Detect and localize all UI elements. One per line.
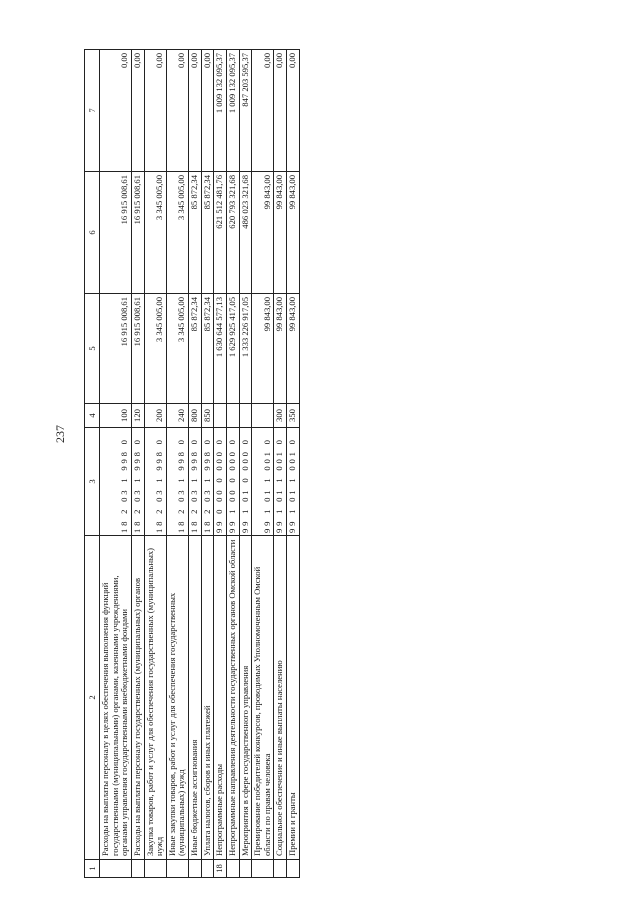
- row-amount-col6: 99 843,00: [252, 172, 274, 294]
- table-row: [144, 50, 166, 878]
- row-expense-type: 850: [201, 404, 214, 428]
- row-expense-type: [252, 404, 274, 428]
- row-amount-col6: 486 023 321,68: [239, 172, 252, 294]
- row-name: Иные закупки товаров, работ и услуг для обеспечения государственных (муниципальных) нужд: [166, 536, 188, 860]
- table-row: [201, 50, 214, 878]
- row-amount-col7: 0,00: [201, 50, 214, 172]
- row-amount-col7: 847 203 595,37: [239, 50, 252, 172]
- row-number: [201, 860, 214, 878]
- row-number: [189, 860, 202, 878]
- row-name: Расходы на выплаты персоналу в целях обеспечения выполнения функций государственными (муниципальными) органами, казенными учреждениями, органами управления государственными внебюджетными фондами: [100, 536, 132, 860]
- row-expense-type: [214, 404, 227, 428]
- row-amount-col7: 0,00: [100, 50, 132, 172]
- row-amount-total: 1 630 644 577,13: [214, 294, 227, 404]
- row-name: Непрограммные направления деятельности государственных органов Омской области: [226, 536, 239, 860]
- row-amount-col6: 3 345 005,00: [166, 172, 188, 294]
- row-expense-type: 100: [100, 404, 132, 428]
- row-classification-code: 99 1 00 0 000 0: [226, 428, 239, 536]
- table-row: [287, 50, 300, 878]
- col-header-3: 3: [85, 428, 100, 536]
- row-expense-type: 350: [287, 404, 300, 428]
- row-classification-code: 99 1 01 1 001 0: [252, 428, 274, 536]
- row-classification-code: 18 2 03 1 998 0: [131, 428, 144, 536]
- row-name: Уплата налогов, сборов и иных платежей: [201, 536, 214, 860]
- row-number: [100, 860, 132, 878]
- row-expense-type: 200: [144, 404, 166, 428]
- row-name: Непрограммные расходы: [214, 536, 227, 860]
- table-row: [189, 50, 202, 878]
- row-number: [131, 860, 144, 878]
- header-row: [85, 50, 100, 878]
- row-amount-col6: 16 915 008,61: [100, 172, 132, 294]
- row-amount-col7: 0,00: [166, 50, 188, 172]
- row-classification-code: 99 1 01 1 001 0: [287, 428, 300, 536]
- row-name: Мероприятия в сфере государственного управления: [239, 536, 252, 860]
- table-row: [100, 50, 132, 878]
- row-classification-code: 99 1 01 0 000 0: [239, 428, 252, 536]
- row-amount-col6: 3 345 005,00: [144, 172, 166, 294]
- row-amount-col7: 0,00: [252, 50, 274, 172]
- table-row: [166, 50, 188, 878]
- row-amount-col6: 99 843,00: [274, 172, 287, 294]
- row-amount-col6: 620 793 321,68: [226, 172, 239, 294]
- row-name: Премии и гранты: [287, 536, 300, 860]
- budget-table: [84, 49, 300, 878]
- row-classification-code: 18 2 03 1 998 0: [166, 428, 188, 536]
- row-amount-total: 16 915 008,61: [131, 294, 144, 404]
- rotated-table-container: [84, 50, 441, 878]
- row-number: [144, 860, 166, 878]
- table-row: [239, 50, 252, 878]
- row-classification-code: 18 2 03 1 998 0: [189, 428, 202, 536]
- row-number: [274, 860, 287, 878]
- row-amount-col7: 1 009 132 095,37: [214, 50, 227, 172]
- row-expense-type: 240: [166, 404, 188, 428]
- table-row: [214, 50, 227, 878]
- row-classification-code: 18 2 03 1 998 0: [201, 428, 214, 536]
- col-header-1: 1: [85, 860, 100, 878]
- col-header-7: 7: [85, 50, 100, 172]
- col-header-2: 2: [85, 536, 100, 860]
- row-classification-code: 99 0 00 0 000 0: [214, 428, 227, 536]
- row-amount-col7: 0,00: [274, 50, 287, 172]
- row-number: [166, 860, 188, 878]
- col-header-6: 6: [85, 172, 100, 294]
- row-number: [287, 860, 300, 878]
- row-name: Расходы на выплаты персоналу государственных (муниципальных) органов: [131, 536, 144, 860]
- row-amount-total: 85 872,34: [201, 294, 214, 404]
- row-expense-type: [226, 404, 239, 428]
- row-amount-total: 99 843,00: [274, 294, 287, 404]
- row-amount-total: 3 345 005,00: [144, 294, 166, 404]
- page-number: 237: [53, 425, 67, 443]
- row-amount-col6: 99 843,00: [287, 172, 300, 294]
- table-row: [274, 50, 287, 878]
- row-expense-type: 800: [189, 404, 202, 428]
- row-name: Закупка товаров, работ и услуг для обеспечения государственных (муниципальных) нужд: [144, 536, 166, 860]
- row-expense-type: 120: [131, 404, 144, 428]
- row-name: Иные бюджетные ассигнования: [189, 536, 202, 860]
- row-amount-total: 1 629 925 417,05: [226, 294, 239, 404]
- table-row: [226, 50, 239, 878]
- row-amount-total: 1 333 226 917,05: [239, 294, 252, 404]
- row-amount-col7: 0,00: [131, 50, 144, 172]
- row-name: Премирование победителей конкурсов, проводимых Уполномоченным Омской области по правам человека: [252, 536, 274, 860]
- row-number: [226, 860, 239, 878]
- row-amount-col6: 621 512 481,76: [214, 172, 227, 294]
- row-expense-type: 300: [274, 404, 287, 428]
- row-amount-total: 85 872,34: [189, 294, 202, 404]
- row-classification-code: 18 2 03 1 998 0: [100, 428, 132, 536]
- row-number: [239, 860, 252, 878]
- table-row: [252, 50, 274, 878]
- row-amount-col6: 16 915 008,61: [131, 172, 144, 294]
- row-amount-total: 99 843,00: [287, 294, 300, 404]
- row-amount-total: 3 345 005,00: [166, 294, 188, 404]
- row-number: [252, 860, 274, 878]
- row-expense-type: [239, 404, 252, 428]
- row-amount-col7: 0,00: [144, 50, 166, 172]
- row-amount-col6: 85 872,34: [189, 172, 202, 294]
- table-row: [131, 50, 144, 878]
- row-number: 18: [214, 860, 227, 878]
- row-amount-col7: 0,00: [287, 50, 300, 172]
- row-classification-code: 18 2 03 1 998 0: [144, 428, 166, 536]
- row-amount-total: 99 843,00: [252, 294, 274, 404]
- row-amount-col6: 85 872,34: [201, 172, 214, 294]
- col-header-5: 5: [85, 294, 100, 404]
- row-amount-col7: 1 009 132 095,37: [226, 50, 239, 172]
- row-amount-col7: 0,00: [189, 50, 202, 172]
- col-header-4: 4: [85, 404, 100, 428]
- row-amount-total: 16 915 008,61: [100, 294, 132, 404]
- row-name: Социальное обеспечение и иные выплаты населению: [274, 536, 287, 860]
- row-classification-code: 99 1 01 1 001 0: [274, 428, 287, 536]
